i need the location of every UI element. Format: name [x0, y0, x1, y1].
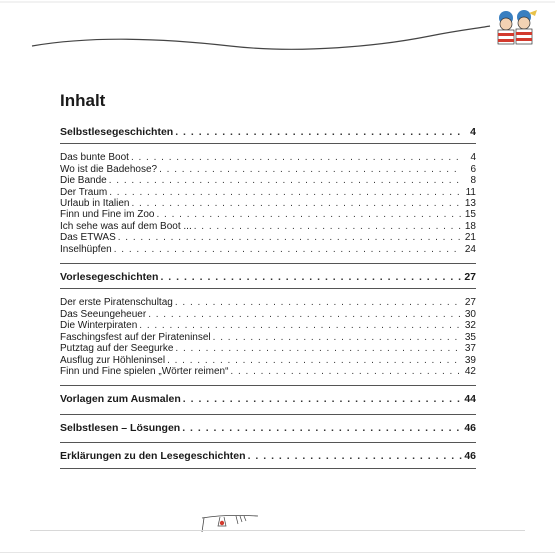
pirate-kids-illustration	[493, 4, 539, 48]
section-divider	[60, 288, 476, 289]
dot-leader	[112, 244, 462, 255]
toc-section-title: Vorlesegeschichten	[60, 271, 159, 284]
toc-section-page: 44	[464, 393, 476, 406]
toc-entry-page: 8	[470, 175, 476, 187]
toc-section-title: Selbstlesegeschichten	[60, 126, 174, 138]
footer-divider	[30, 530, 525, 531]
dot-leader	[155, 209, 463, 220]
toc-section-erklaerungen[interactable]	[60, 451, 476, 462]
toc-entry-page: 11	[465, 186, 476, 198]
toc-entry-page: 4	[470, 152, 476, 164]
toc-entry[interactable]	[60, 187, 476, 198]
dot-leader	[165, 355, 462, 366]
dot-leader	[211, 332, 462, 343]
toc-entry-page: 39	[464, 354, 476, 366]
toc-entry-title: Wo ist die Badehose?	[60, 163, 158, 175]
section-divider	[60, 263, 476, 264]
toc-section-page: 46	[464, 421, 476, 434]
toc-entry[interactable]	[60, 297, 476, 308]
dot-leader	[173, 343, 462, 354]
toc-entry-page: 27	[464, 297, 476, 309]
toc-section-vorlagen[interactable]	[60, 394, 476, 405]
section-divider	[60, 414, 476, 415]
toc-entry[interactable]	[60, 355, 476, 366]
toc-entry-title: Die Winterpiraten	[60, 320, 138, 332]
section-divider	[60, 385, 476, 386]
toc-entry-title: Urlaub in Italien	[60, 198, 130, 210]
toc-entry-title: Finn und Fine spielen „Wörter reimen“	[60, 365, 229, 377]
dot-leader	[137, 320, 462, 331]
toc-entry-page: 37	[464, 343, 476, 355]
dot-leader	[107, 175, 462, 186]
dot-leader	[180, 423, 462, 434]
toc-entry-page: 13	[464, 198, 476, 210]
toc-entry-title: Putztag auf der Seegurke	[60, 343, 174, 355]
toc-entry[interactable]	[60, 175, 476, 186]
page-bottom-edge	[0, 552, 555, 553]
clothesline-sketch	[200, 512, 260, 532]
toc-section-vorlesegeschichten[interactable]	[60, 272, 476, 283]
toc-entry[interactable]	[60, 320, 476, 331]
dot-leader	[158, 272, 462, 283]
toc-entry[interactable]	[60, 309, 476, 320]
dot-leader	[116, 232, 462, 243]
toc-entry-title: Ich sehe was auf dem Boot ...	[60, 220, 192, 232]
toc-entry-page: 15	[464, 209, 476, 221]
dot-leader	[107, 187, 462, 198]
toc-entry[interactable]	[60, 366, 476, 377]
toc-entry-title: Das ETWAS	[60, 232, 116, 244]
toc-entry-page: 6	[470, 163, 476, 175]
toc-entry[interactable]	[60, 152, 476, 163]
toc-entry-page: 24	[464, 243, 476, 255]
toc-entry-page: 35	[464, 331, 476, 343]
dot-leader	[173, 127, 462, 138]
toc-entry-title: Der erste Piratenschultag	[60, 297, 173, 309]
toc-section-page: 46	[464, 450, 476, 463]
dot-leader	[157, 164, 462, 175]
toc-entry-page: 30	[464, 308, 476, 320]
toc-entry-title: Ausflug zur Höhleninsel	[60, 354, 166, 366]
toc-section-selbstlesegeschichten[interactable]	[60, 127, 476, 138]
toc-entry-title: Inselhüpfen	[60, 243, 112, 255]
toc-entry-page: 42	[464, 365, 476, 377]
toc-entry-title: Der Traum	[60, 186, 108, 198]
dot-leader	[246, 451, 462, 462]
toc-section-title: Vorlagen zum Ausmalen	[60, 393, 181, 406]
dot-leader	[181, 394, 462, 405]
toc-section-page: 4	[470, 126, 476, 138]
dot-leader	[129, 152, 462, 163]
toc-entry[interactable]	[60, 164, 476, 175]
toc-entry-page: 21	[464, 232, 476, 244]
toc-entry-page: 18	[464, 220, 476, 232]
toc-entry-title: Finn und Fine im Zoo	[60, 209, 155, 221]
toc-entry[interactable]	[60, 343, 476, 354]
toc-entry[interactable]	[60, 332, 476, 343]
toc-section-page: 27	[464, 271, 476, 284]
toc-entry[interactable]	[60, 209, 476, 220]
page-title: Inhalt	[60, 91, 106, 110]
dot-leader	[129, 198, 462, 209]
toc-entry-title: Faschingsfest auf der Pirateninsel	[60, 331, 211, 343]
toc-entry-title: Das bunte Boot	[60, 152, 129, 164]
dot-leader	[192, 221, 462, 232]
toc-entry[interactable]	[60, 221, 476, 232]
toc-entry[interactable]	[60, 232, 476, 243]
toc-entry[interactable]	[60, 244, 476, 255]
toc-section-loesungen[interactable]	[60, 423, 476, 434]
toc-entry[interactable]	[60, 198, 476, 209]
toc-section-title: Erklärungen zu den Lesegeschichten	[60, 450, 246, 463]
table-of-contents	[60, 127, 476, 477]
dot-leader	[228, 366, 462, 377]
section-divider	[60, 143, 476, 144]
toc-entry-title: Das Seeungeheuer	[60, 308, 147, 320]
toc-entry-title: Die Bande	[60, 175, 107, 187]
header-wave-line	[0, 0, 555, 70]
toc-entry-page: 32	[464, 320, 476, 332]
section-divider	[60, 468, 476, 469]
dot-leader	[173, 297, 462, 308]
dot-leader	[146, 309, 462, 320]
toc-section-title: Selbstlesen – Lösungen	[60, 421, 181, 434]
section-divider	[60, 442, 476, 443]
